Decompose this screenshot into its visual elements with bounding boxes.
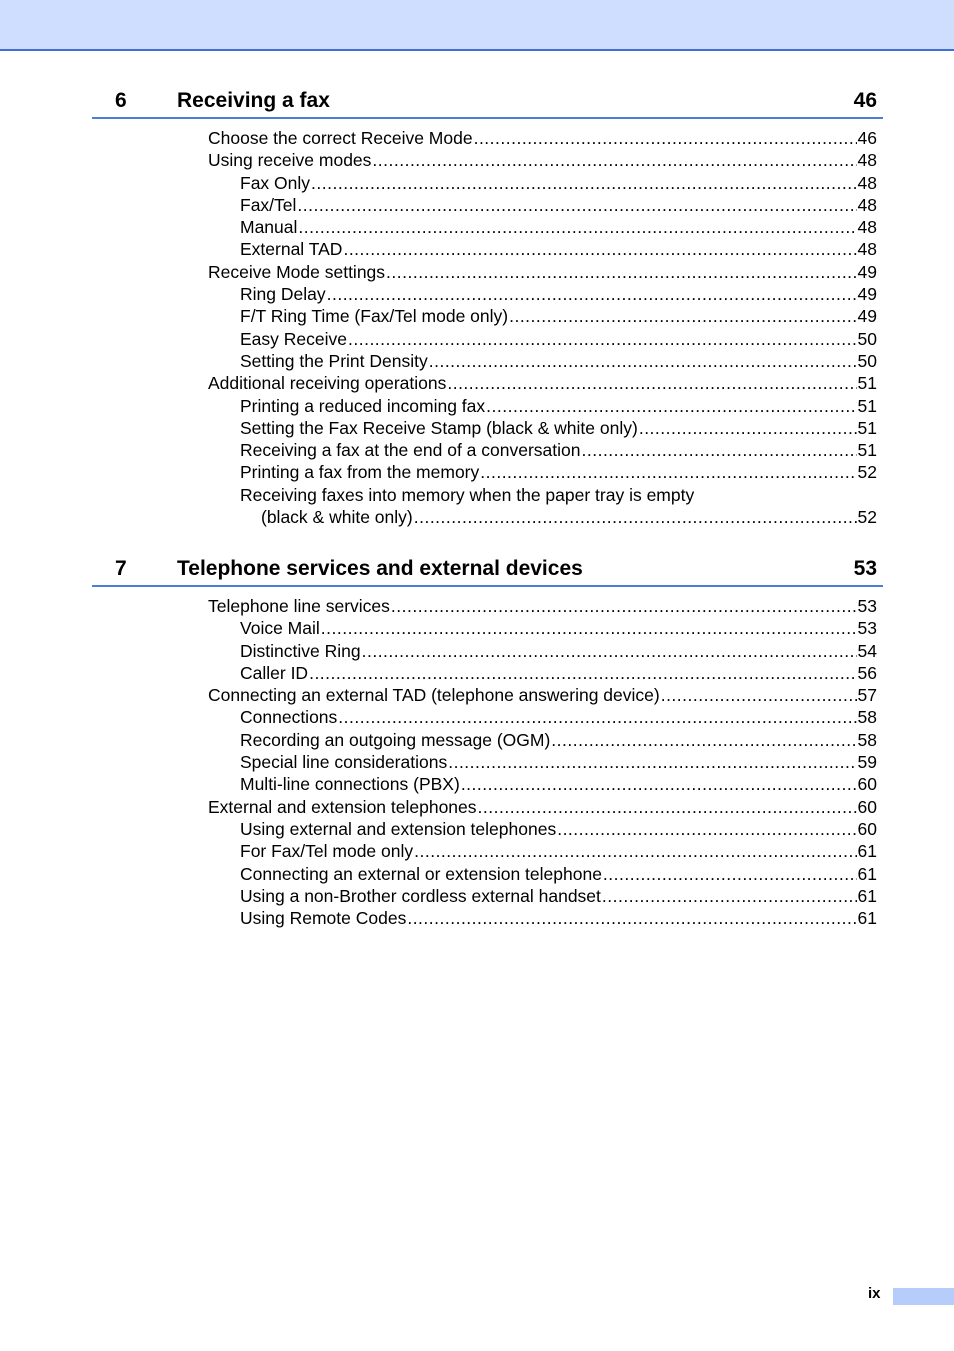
toc-entry-label: Using a non-Brother cordless external handset <box>240 885 601 906</box>
toc-entry-label: F/T Ring Time (Fax/Tel mode only) <box>240 306 509 327</box>
chapter-page-number: 53 <box>853 557 877 580</box>
toc-entry-label: Connections <box>240 707 338 728</box>
chapter-title: Telephone services and external devices <box>177 557 583 580</box>
toc-entry[interactable] <box>0 506 954 528</box>
toc-entry-page-number: 57 <box>857 685 877 706</box>
toc-entry-label: Setting the Fax Receive Stamp (black & white only) <box>240 417 638 438</box>
toc-entry-row <box>208 149 877 171</box>
toc-entry-row <box>240 729 877 751</box>
toc-entry-label: Connecting an external TAD (telephone answering device) <box>208 685 660 706</box>
toc-entry-row <box>240 706 877 728</box>
toc-entry-page-number: 61 <box>857 885 877 906</box>
toc-entry[interactable] <box>0 840 954 862</box>
toc-entry[interactable] <box>0 417 954 439</box>
toc-entry-row <box>240 216 877 238</box>
toc-entry[interactable] <box>0 729 954 751</box>
toc-dot-leader <box>486 395 856 417</box>
toc-entry-row <box>208 261 877 283</box>
toc-dot-leader <box>297 194 856 216</box>
toc-dot-leader <box>602 885 857 907</box>
toc-dot-leader <box>639 417 857 439</box>
toc-entry-row <box>240 662 877 684</box>
toc-dot-leader <box>429 350 857 372</box>
chapter-number: 6 <box>115 89 127 112</box>
toc-dot-leader <box>551 729 856 751</box>
toc-entry-row <box>240 617 877 639</box>
toc-entry-row <box>240 395 877 417</box>
toc-entry-page-number: 60 <box>857 774 877 795</box>
toc-entry-label: Additional receiving operations <box>208 373 447 394</box>
toc-dot-leader <box>661 684 857 706</box>
toc-dot-leader <box>298 216 856 238</box>
toc-entry-row <box>208 595 877 617</box>
toc-entry-row <box>240 350 877 372</box>
toc-entry-label: Multi-line connections (PBX) <box>240 774 460 795</box>
toc-entry-label: Distinctive Ring <box>240 640 361 661</box>
toc-entry-row <box>240 751 877 773</box>
toc-dot-leader <box>447 372 856 394</box>
toc-entry[interactable] <box>0 796 954 818</box>
toc-dot-leader <box>321 617 857 639</box>
footer-tab-decoration <box>893 1288 954 1305</box>
toc-dot-leader <box>372 149 856 171</box>
chapter-number: 7 <box>115 557 127 580</box>
toc-entry-row <box>240 863 877 885</box>
toc-entry-label: Easy Receive <box>240 328 347 349</box>
toc-entry-row <box>240 907 877 929</box>
toc-dot-leader <box>509 305 856 327</box>
toc-entry-label: Special line considerations <box>240 752 448 773</box>
toc-entry-label: Printing a reduced incoming fax <box>240 395 486 416</box>
toc-entry-row <box>240 194 877 216</box>
toc-entry-row <box>240 484 694 506</box>
toc-entry[interactable] <box>0 773 954 795</box>
toc-entry-page-number: 48 <box>857 172 877 193</box>
toc-entry-page-number: 48 <box>857 150 877 171</box>
toc-dot-leader <box>348 328 857 350</box>
toc-entry-page-number: 51 <box>857 373 877 394</box>
toc-entry-row <box>240 885 877 907</box>
toc-dot-leader <box>327 283 857 305</box>
chapter-7-entries <box>0 595 954 929</box>
toc-dot-leader <box>478 796 857 818</box>
toc-entry-label: Ring Delay <box>240 284 326 305</box>
toc-entry-page-number: 56 <box>857 662 877 683</box>
toc-entry-page-number: 53 <box>857 618 877 639</box>
toc-dot-leader <box>338 706 856 728</box>
toc-entry-page-number: 61 <box>857 863 877 884</box>
toc-entry-label: Manual <box>240 217 298 238</box>
toc-entry[interactable] <box>0 818 954 840</box>
toc-dot-leader <box>309 662 856 684</box>
chapter-heading-7[interactable] <box>92 555 883 587</box>
toc-entry-label: Fax/Tel <box>240 194 297 215</box>
toc-entry-page-number: 60 <box>857 796 877 817</box>
top-header-band <box>0 0 954 51</box>
toc-entry[interactable] <box>0 350 954 372</box>
toc-entry-row <box>240 305 877 327</box>
toc-entry-page-number: 60 <box>857 818 877 839</box>
toc-entry[interactable] <box>0 640 954 662</box>
toc-entry[interactable] <box>0 283 954 305</box>
toc-entry[interactable] <box>0 395 954 417</box>
toc-entry-page-number: 46 <box>857 128 877 148</box>
footer-page-number: ix <box>868 1285 881 1302</box>
toc-dot-leader <box>557 818 856 840</box>
toc-entry-label: Receiving faxes into memory when the paper tray is empty <box>240 484 695 505</box>
toc-entry[interactable] <box>0 127 954 149</box>
toc-entry-page-number: 58 <box>857 729 877 750</box>
toc-dot-leader <box>414 840 856 862</box>
toc-entry[interactable] <box>0 305 954 327</box>
toc-entry-label: Choose the correct Receive Mode <box>208 128 473 148</box>
toc-entry-row <box>240 840 877 862</box>
toc-entry-page-number: 51 <box>857 395 877 416</box>
toc-entry-page-number: 58 <box>857 707 877 728</box>
toc-entry-row <box>240 238 877 260</box>
toc-entry[interactable] <box>0 461 954 483</box>
toc-entry-page-number: 53 <box>857 596 877 616</box>
toc-dot-leader <box>474 127 857 149</box>
toc-entry[interactable] <box>0 617 954 639</box>
toc-dot-leader <box>386 261 856 283</box>
toc-dot-leader <box>343 238 856 260</box>
toc-entry-page-number: 52 <box>857 507 877 528</box>
toc-entry-page-number: 61 <box>857 841 877 862</box>
toc-entry-row <box>208 127 877 149</box>
toc-entry[interactable] <box>0 439 954 461</box>
toc-entry[interactable] <box>0 751 954 773</box>
toc-entry-row <box>240 417 877 439</box>
toc-entry-row <box>240 328 877 350</box>
toc-entry-label: Using receive modes <box>208 150 372 171</box>
chapter-title: Receiving a fax <box>177 89 330 112</box>
toc-entry[interactable] <box>0 261 954 283</box>
toc-entry-label: Using Remote Codes <box>240 908 407 929</box>
toc-entry[interactable] <box>0 863 954 885</box>
toc-entry-page-number: 48 <box>857 217 877 238</box>
toc-entry-row <box>240 818 877 840</box>
toc-entry-page-number: 59 <box>857 752 877 773</box>
toc-entry-page-number: 48 <box>857 194 877 215</box>
toc-entry-label: Telephone line services <box>208 596 390 616</box>
toc-entry-label: Connecting an external or extension telephone <box>240 863 602 884</box>
toc-entry-page-number: 54 <box>857 640 877 661</box>
toc-dot-leader <box>414 506 857 528</box>
toc-entry-page-number: 50 <box>857 350 877 371</box>
toc-entry-label: Using external and extension telephones <box>240 818 557 839</box>
toc-entry-page-number: 61 <box>857 908 877 929</box>
toc-entry-page-number: 51 <box>857 417 877 438</box>
toc-entry[interactable] <box>0 595 954 617</box>
toc-entry-page-number: 52 <box>857 462 877 483</box>
toc-entry-row <box>240 773 877 795</box>
toc-dot-leader <box>582 439 857 461</box>
toc-entry[interactable] <box>0 907 954 929</box>
toc-entry-page-number: 49 <box>857 284 877 305</box>
chapter-page-number: 46 <box>853 89 877 112</box>
toc-dot-leader <box>407 907 856 929</box>
toc-entry-label: Receive Mode settings <box>208 261 386 282</box>
toc-entry-label: Receiving a fax at the end of a conversation <box>240 440 581 461</box>
toc-entry[interactable] <box>0 662 954 684</box>
toc-entry-row <box>240 439 877 461</box>
toc-entry-label: Recording an outgoing message (OGM) <box>240 729 551 750</box>
toc-entry[interactable] <box>0 238 954 260</box>
toc-entry-page-number: 50 <box>857 328 877 349</box>
toc-entry-label: Caller ID <box>240 662 309 683</box>
toc-entry-label: External and extension telephones <box>208 796 477 817</box>
toc-entry[interactable] <box>0 194 954 216</box>
toc-entry[interactable] <box>0 706 954 728</box>
toc-dot-leader <box>603 863 857 885</box>
toc-entry-label: External TAD <box>240 239 343 260</box>
toc-entry-row <box>240 640 877 662</box>
toc-entry-page-number: 51 <box>857 440 877 461</box>
toc-entry[interactable] <box>0 684 954 706</box>
toc-entry-row <box>208 372 877 394</box>
toc-entry-row <box>240 283 877 305</box>
toc-entry-label: For Fax/Tel mode only <box>240 841 414 862</box>
toc-dot-leader <box>311 172 857 194</box>
toc-entry-row <box>208 796 877 818</box>
toc-entry-label: Fax Only <box>240 172 311 193</box>
toc-entry-page-number: 49 <box>857 261 877 282</box>
toc-entry[interactable] <box>0 885 954 907</box>
toc-entry[interactable] <box>0 372 954 394</box>
toc-entry-label: Voice Mail <box>240 618 320 639</box>
toc-entry-row <box>208 684 877 706</box>
toc-entry[interactable] <box>0 484 954 506</box>
toc-dot-leader <box>362 640 857 662</box>
chapter-heading-6[interactable] <box>92 87 883 119</box>
chapter-6-entries <box>0 127 954 528</box>
toc-entry-label: Printing a fax from the memory <box>240 462 480 483</box>
toc-entry-label: Setting the Print Density <box>240 350 428 371</box>
toc-entry-row <box>240 172 877 194</box>
toc-dot-leader <box>391 595 857 617</box>
toc-entry-row <box>240 461 877 483</box>
toc-entry[interactable] <box>0 328 954 350</box>
toc-entry[interactable] <box>0 172 954 194</box>
toc-entry-row <box>261 506 877 528</box>
toc-entry[interactable] <box>0 149 954 171</box>
toc-entry-page-number: 48 <box>857 239 877 260</box>
toc-dot-leader <box>448 751 856 773</box>
toc-dot-leader <box>461 773 857 795</box>
toc-dot-leader <box>480 461 856 483</box>
toc-entry-page-number: 49 <box>857 306 877 327</box>
toc-entry-label: (black & white only) <box>261 507 413 528</box>
toc-entry[interactable] <box>0 216 954 238</box>
